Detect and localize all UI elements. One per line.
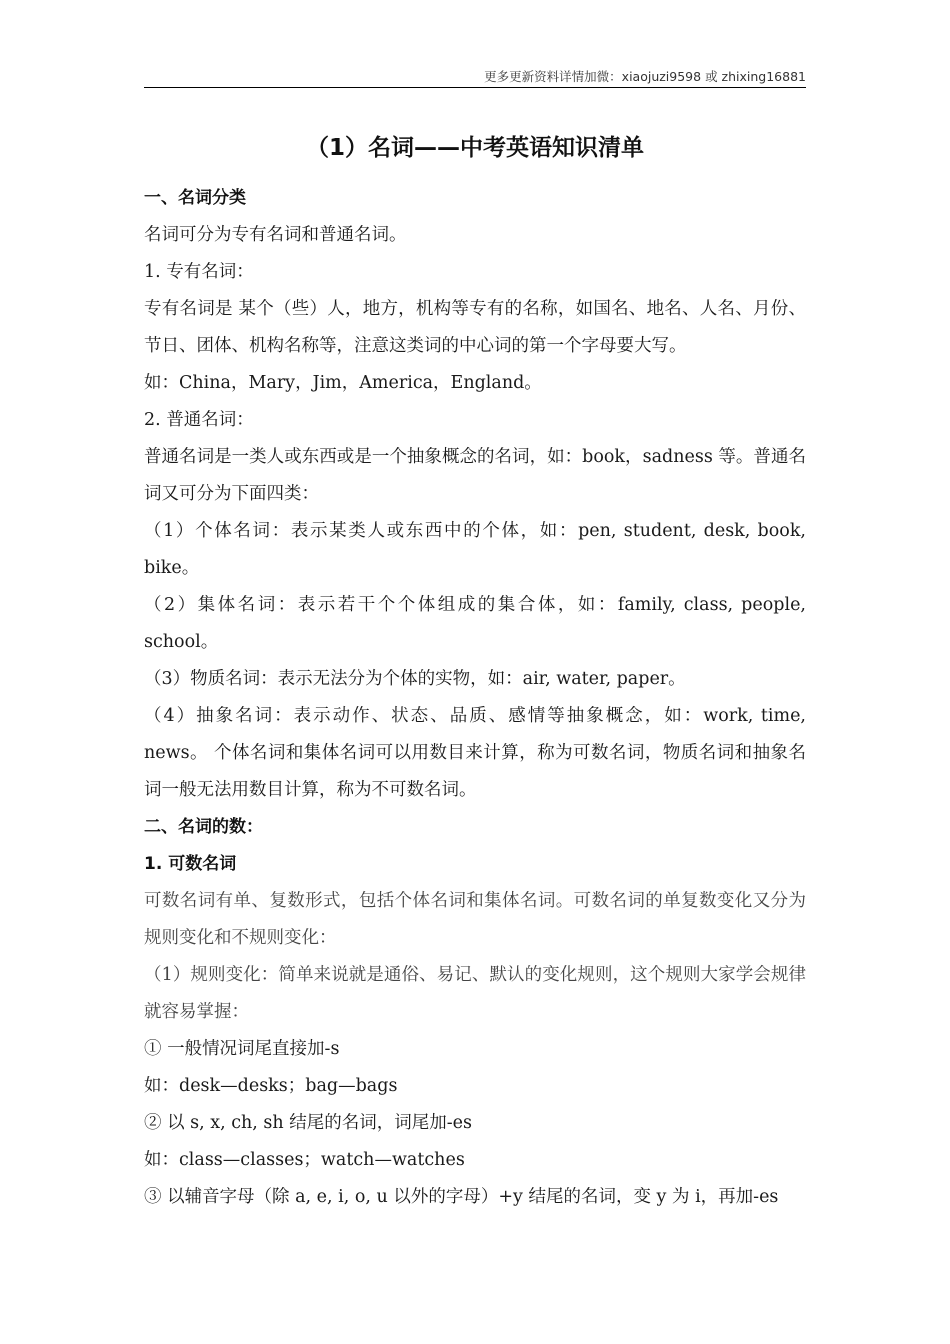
- document-body: [144, 128, 806, 1216]
- countable-noun-description: 可数名词有单、复数形式，包括个体名词和集体名词。可数名词的单复数变化又分为规则变化和不规则变化：: [144, 891, 806, 948]
- section-heading-classification: 一、名词分类: [144, 188, 246, 208]
- rule-item: ① 一般情况词尾直接加-s: [144, 1039, 340, 1059]
- proper-noun-example: 如：China，Mary，Jim，America，England。: [144, 373, 542, 393]
- rule-example: 如：desk—desks；bag—bags: [144, 1076, 398, 1096]
- noun-type-collective: （2）集体名词：表示若干个个体组成的集合体，如：family, class, people, school。: [144, 595, 806, 652]
- section-intro: 名词可分为专有名词和普通名词。: [144, 225, 407, 245]
- section-heading-number: 二、名词的数：: [144, 817, 263, 837]
- rule-example: 如：class—classes；watch—watches: [144, 1150, 465, 1170]
- proper-noun-description: 专有名词是 某个（些）人，地方，机构等专有的名称，如国名、地名、人名、月份、节日、团体、机构名称等，注意这类词的中心词的第一个字母要大写。: [144, 299, 806, 356]
- header-divider: [144, 87, 806, 88]
- countable-noun-heading: 1. 可数名词: [144, 854, 237, 874]
- proper-noun-heading: 1. 专有名词：: [144, 262, 254, 282]
- noun-type-material: （3）物质名词：表示无法分为个体的实物，如：air, water, paper。: [144, 669, 686, 689]
- regular-change-description: （1）规则变化：简单来说就是通俗、易记、默认的变化规则，这个规则大家学会规律就容易掌握：: [144, 965, 806, 1022]
- document-title: （1）名词——中考英语知识清单: [305, 135, 644, 161]
- rule-item: ③ 以辅音字母（除 a, e, i, o, u 以外的字母）+y 结尾的名词，变 y 为 i，再加-es: [144, 1187, 779, 1207]
- common-noun-heading: 2. 普通名词：: [144, 410, 254, 430]
- rule-item: ② 以 s, x, ch, sh 结尾的名词，词尾加-es: [144, 1113, 472, 1133]
- noun-type-abstract: （4）抽象名词：表示动作、状态、品质、感情等抽象概念，如：work, time, news。 个体名词和集体名词可以用数目来计算，称为可数名词，物质名词和抽象名词一般无法用数目计算，称为不可数名词。: [144, 706, 806, 800]
- noun-type-individual: （1）个体名词：表示某类人或东西中的个体，如：pen, student, desk, book, bike。: [144, 521, 806, 578]
- common-noun-description: 普通名词是一类人或东西或是一个抽象概念的名词，如：book，sadness 等。普通名词又可分为下面四类：: [144, 447, 806, 504]
- header-note: 更多更新资料详情加微：xiaojuzi9598 或 zhixing16881: [484, 69, 806, 84]
